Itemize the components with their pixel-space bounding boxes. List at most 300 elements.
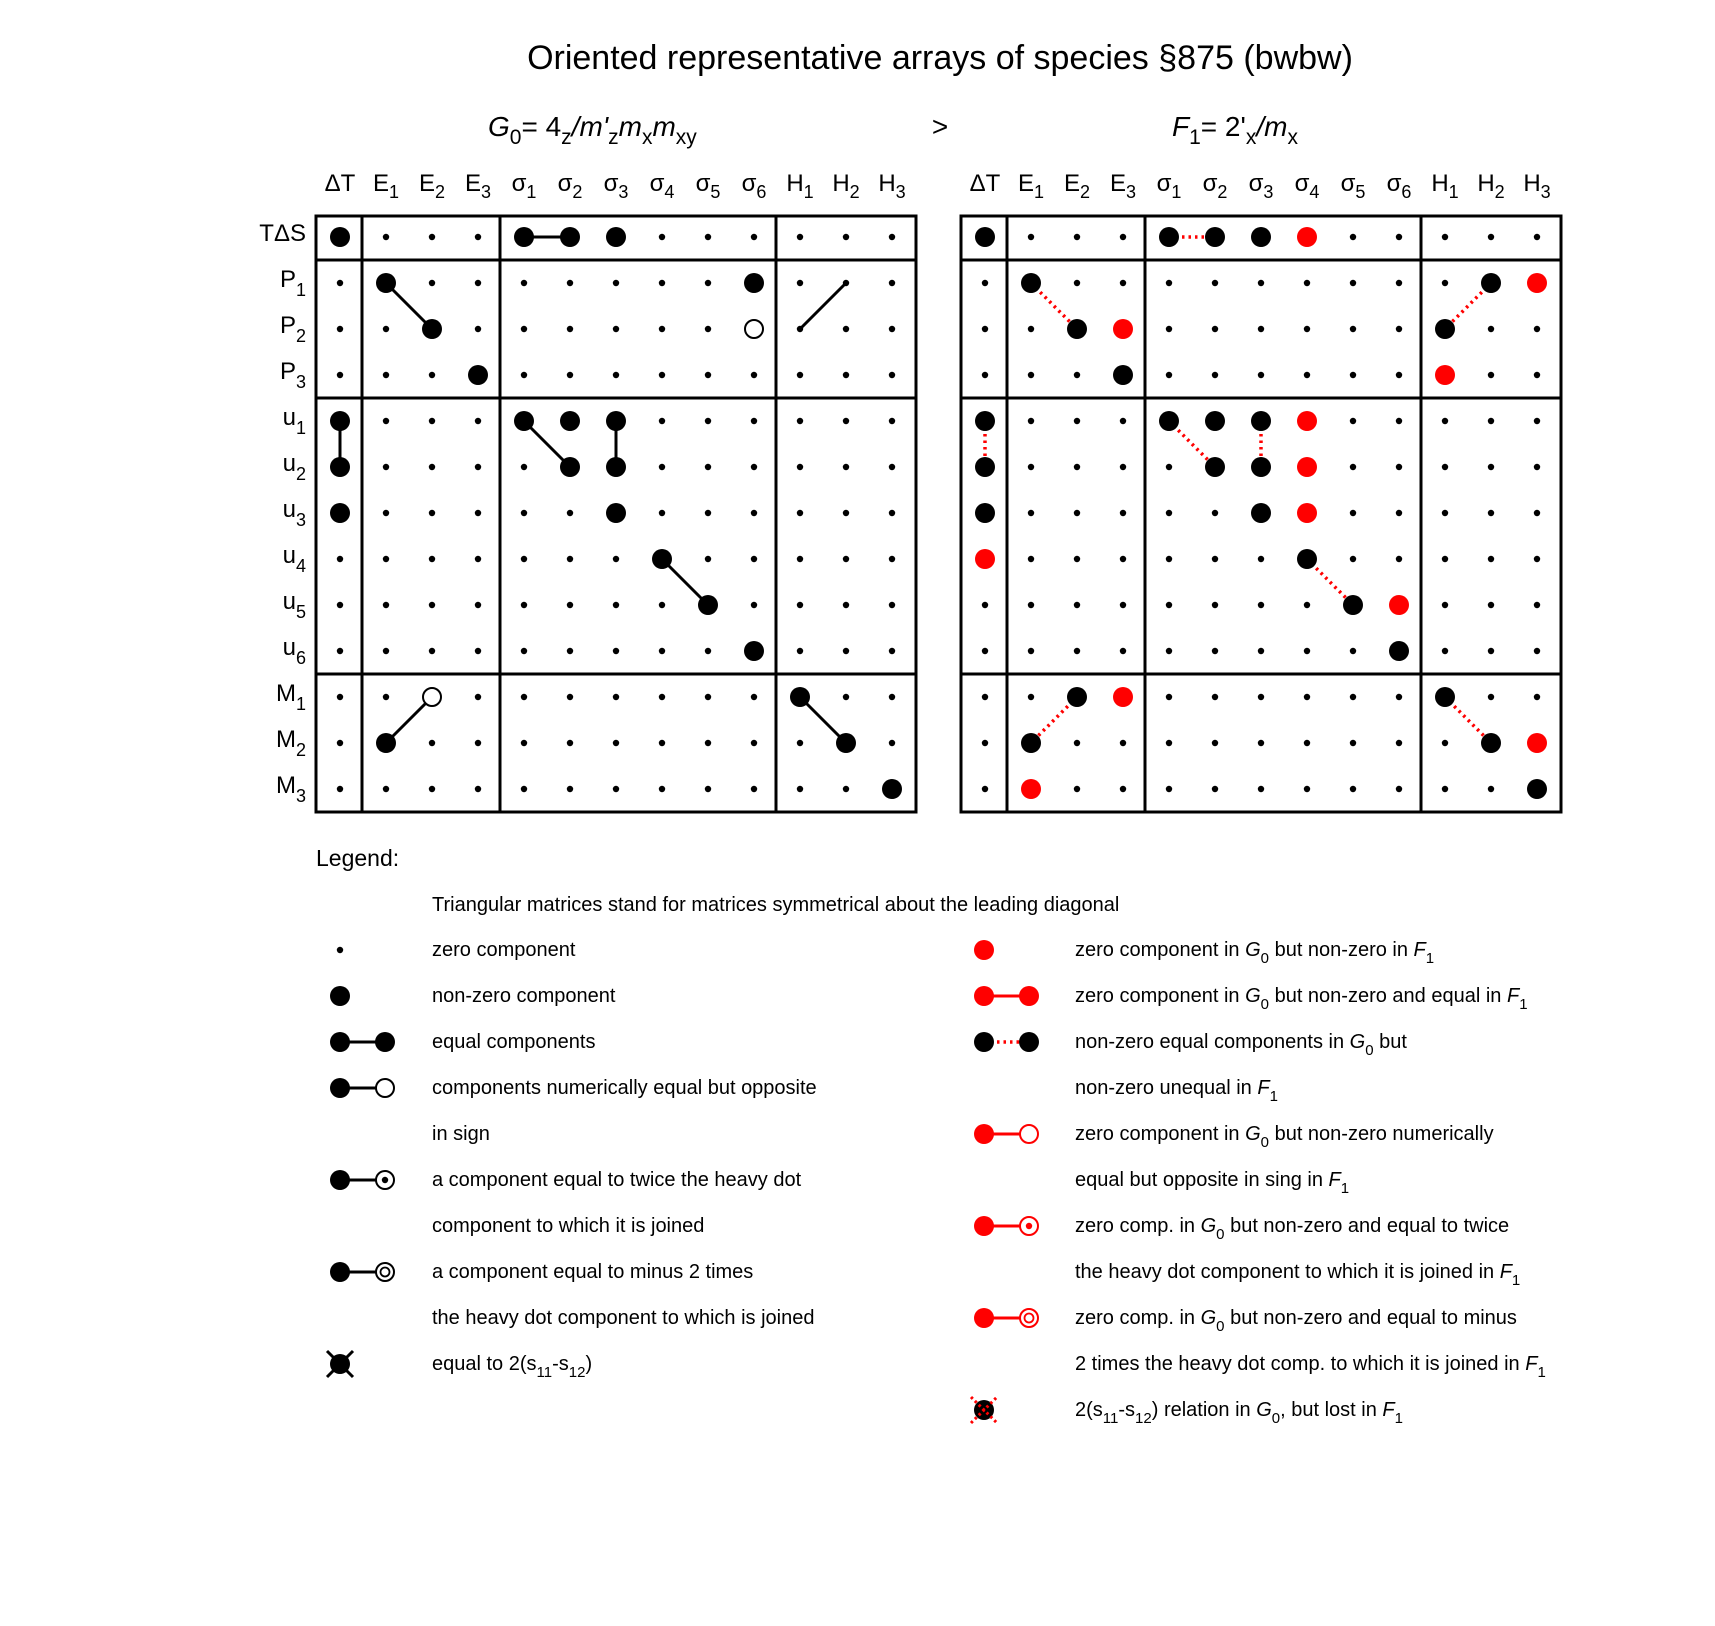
nonzero-component — [1481, 733, 1501, 753]
zero-component — [705, 648, 711, 654]
new-nonzero-component — [1297, 227, 1317, 247]
zero-component — [889, 372, 895, 378]
column-header: σ3 — [1248, 170, 1274, 202]
link-minus-two-icon — [330, 1262, 394, 1282]
opposite-sign-component — [745, 320, 763, 338]
new-nonzero-component — [1527, 273, 1547, 293]
zero-component — [843, 280, 849, 286]
zero-component — [659, 372, 665, 378]
zero-component — [521, 556, 527, 562]
legend-text: equal to 2(s11-s12) — [432, 1353, 593, 1381]
nonzero-component — [975, 411, 995, 431]
zero-component — [659, 740, 665, 746]
zero-component — [613, 372, 619, 378]
zero-component — [843, 326, 849, 332]
zero-component — [751, 602, 757, 608]
zero-component — [1120, 234, 1126, 240]
zero-component — [475, 556, 481, 562]
nonzero-component — [468, 365, 488, 385]
zero-component — [659, 694, 665, 700]
zero-component — [475, 786, 481, 792]
zero-component — [1534, 694, 1540, 700]
nonzero-component — [606, 503, 626, 523]
column-header: E1 — [372, 170, 400, 202]
nonzero-component — [1205, 411, 1225, 431]
nonzero-component — [1389, 641, 1409, 661]
zero-component — [1120, 464, 1126, 470]
nonzero-component — [1527, 779, 1547, 799]
zero-component — [1534, 464, 1540, 470]
nonzero-component — [606, 227, 626, 247]
nonzero-component — [330, 503, 350, 523]
nonzero-component — [1251, 503, 1271, 523]
zero-component — [1534, 510, 1540, 516]
zero-component — [705, 510, 711, 516]
zero-component — [613, 694, 619, 700]
nonzero-component — [1481, 273, 1501, 293]
nonzero-component — [882, 779, 902, 799]
zero-component — [751, 556, 757, 562]
zero-component — [705, 786, 711, 792]
zero-component — [751, 464, 757, 470]
zero-component — [1350, 280, 1356, 286]
zero-component — [475, 740, 481, 746]
zero-component — [843, 602, 849, 608]
zero-component — [1074, 464, 1080, 470]
zero-component — [889, 464, 895, 470]
nonzero-component — [1205, 457, 1225, 477]
nonzero-component — [1343, 595, 1363, 615]
zero-component — [1028, 648, 1034, 654]
zero-component — [1534, 648, 1540, 654]
zero-component — [1350, 740, 1356, 746]
zero-component — [1442, 556, 1448, 562]
zero-component — [1166, 786, 1172, 792]
column-header: H3 — [878, 170, 906, 202]
legend-text: equal but opposite in sing in F1 — [1075, 1169, 1350, 1197]
zero-component — [521, 326, 527, 332]
legend-text: a component equal to twice the heavy dot — [432, 1169, 802, 1191]
nonzero-component — [606, 411, 626, 431]
row-header: u2 — [282, 450, 306, 484]
nonzero-component — [698, 595, 718, 615]
zero-component — [567, 510, 573, 516]
zero-component — [1488, 372, 1494, 378]
nonzero-component — [1251, 411, 1271, 431]
zero-component — [1166, 326, 1172, 332]
zero-component — [337, 280, 343, 286]
zero-component — [1212, 556, 1218, 562]
nonzero-component — [514, 227, 534, 247]
zero-component — [751, 740, 757, 746]
zero-component — [337, 786, 343, 792]
comparator-symbol: > — [931, 111, 949, 142]
zero-component — [337, 326, 343, 332]
zero-component — [1028, 602, 1034, 608]
zero-component — [1304, 786, 1310, 792]
zero-component — [982, 280, 988, 286]
zero-component — [337, 372, 343, 378]
zero-component — [337, 556, 343, 562]
zero-component — [1396, 786, 1402, 792]
zero-component — [843, 786, 849, 792]
nonzero-component — [422, 319, 442, 339]
zero-component — [705, 326, 711, 332]
red-link-twice-icon — [974, 1216, 1038, 1236]
zero-component — [797, 326, 803, 332]
red-link-opposite-icon — [974, 1124, 1038, 1144]
zero-component — [982, 372, 988, 378]
zero-component — [1396, 280, 1402, 286]
nonzero-component — [560, 227, 580, 247]
zero-component — [521, 694, 527, 700]
zero-component — [705, 740, 711, 746]
zero-component — [843, 372, 849, 378]
red-link-minus-two-icon — [974, 1308, 1038, 1328]
zero-component — [1212, 602, 1218, 608]
row-header: M3 — [275, 772, 306, 806]
nonzero-component — [376, 733, 396, 753]
row-header: u5 — [282, 588, 306, 622]
zero-component — [475, 602, 481, 608]
legend-text: 2(s11-s12) relation in G0, but lost in F1 — [1075, 1399, 1403, 1427]
zero-component — [1258, 556, 1264, 562]
new-nonzero-component — [1435, 365, 1455, 385]
zero-component — [521, 740, 527, 746]
zero-component — [1534, 556, 1540, 562]
column-header: σ5 — [695, 170, 721, 202]
row-header: u3 — [282, 496, 306, 530]
zero-component — [1350, 694, 1356, 700]
zero-component — [1166, 510, 1172, 516]
column-header: H1 — [1431, 170, 1459, 202]
zero-component — [383, 694, 389, 700]
nonzero-component — [790, 687, 810, 707]
zero-component — [1304, 372, 1310, 378]
zero-component — [1442, 280, 1448, 286]
zero-component — [1488, 464, 1494, 470]
zero-component — [1258, 648, 1264, 654]
zero-component — [1350, 234, 1356, 240]
zero-component — [337, 740, 343, 746]
zero-component — [843, 510, 849, 516]
nonzero-component — [744, 641, 764, 661]
zero-component — [797, 648, 803, 654]
zero-component — [751, 510, 757, 516]
zero-component — [475, 694, 481, 700]
zero-component — [1442, 418, 1448, 424]
zero-component — [521, 786, 527, 792]
zero-component — [383, 556, 389, 562]
legend-text: 2 times the heavy dot comp. to which it is joined in F1 — [1075, 1353, 1546, 1381]
zero-component — [383, 648, 389, 654]
zero-component — [1442, 786, 1448, 792]
zero-component — [1074, 786, 1080, 792]
zero-component — [705, 556, 711, 562]
zero-component — [1396, 372, 1402, 378]
zero-component — [1442, 510, 1448, 516]
zero-component — [1028, 418, 1034, 424]
zero-component — [521, 464, 527, 470]
zero-component — [1212, 372, 1218, 378]
zero-component — [383, 464, 389, 470]
column-header: ΔT — [969, 170, 1001, 197]
row-header: P1 — [279, 266, 306, 300]
nonzero-component — [1021, 273, 1041, 293]
new-nonzero-component — [1297, 503, 1317, 523]
new-nonzero-component — [1021, 779, 1041, 799]
zero-component — [659, 786, 665, 792]
zero-component — [521, 372, 527, 378]
zero-component — [1120, 602, 1126, 608]
column-header: H2 — [832, 170, 860, 202]
left-group-formula: G0= 4z/m'zmxmxy — [488, 111, 697, 149]
nonzero-component — [330, 411, 350, 431]
zero-component — [567, 648, 573, 654]
zero-component — [567, 372, 573, 378]
zero-component — [889, 602, 895, 608]
zero-component — [889, 648, 895, 654]
diagram-title: Oriented representative arrays of species §875 (bwbw) — [527, 39, 1353, 77]
zero-component — [521, 510, 527, 516]
zero-component — [1396, 464, 1402, 470]
zero-component — [1488, 418, 1494, 424]
column-header: H2 — [1477, 170, 1505, 202]
zero-component — [337, 648, 343, 654]
zero-component — [1166, 602, 1172, 608]
zero-component — [613, 602, 619, 608]
zero-component — [1488, 786, 1494, 792]
zero-component — [1534, 418, 1540, 424]
zero-component — [613, 786, 619, 792]
zero-component — [1258, 786, 1264, 792]
zero-component — [705, 694, 711, 700]
zero-component — [1396, 556, 1402, 562]
nonzero-component — [1113, 365, 1133, 385]
zero-component — [1396, 326, 1402, 332]
nonzero-component — [1067, 319, 1087, 339]
zero-component — [1074, 280, 1080, 286]
legend-left-column — [327, 939, 817, 1381]
zero-component — [1488, 648, 1494, 654]
red-link-equal-icon — [974, 986, 1039, 1006]
zero-component — [1258, 740, 1264, 746]
zero-component — [429, 510, 435, 516]
zero-component — [1166, 648, 1172, 654]
zero-component — [475, 648, 481, 654]
zero-component — [1534, 602, 1540, 608]
nonzero-component — [376, 273, 396, 293]
nonzero-component — [514, 411, 534, 431]
zero-component — [982, 648, 988, 654]
zero-component — [429, 464, 435, 470]
zero-component — [1212, 648, 1218, 654]
zero-component — [1442, 648, 1448, 654]
legend-text: zero component in G0 but non-zero and equal in F1 — [1075, 985, 1528, 1013]
zero-component — [1442, 602, 1448, 608]
legend-text: a component equal to minus 2 times — [432, 1261, 754, 1283]
zero-component — [1304, 648, 1310, 654]
zero-component — [475, 280, 481, 286]
zero-component — [1212, 694, 1218, 700]
zero-component — [1442, 740, 1448, 746]
legend-text: the heavy dot component to which is joined — [432, 1307, 815, 1329]
column-header: H3 — [1523, 170, 1551, 202]
new-nonzero-component — [1297, 457, 1317, 477]
zero-component — [1304, 740, 1310, 746]
nonzero-component — [1159, 411, 1179, 431]
zero-component — [751, 234, 757, 240]
zero-component — [613, 740, 619, 746]
zero-component — [521, 602, 527, 608]
zero-component — [797, 740, 803, 746]
zero-component — [889, 280, 895, 286]
legend-note: Triangular matrices stand for matrices symmetrical about the leading diagonal — [432, 894, 1120, 916]
zero-component — [1350, 556, 1356, 562]
zero-component — [797, 786, 803, 792]
zero-component — [1396, 234, 1402, 240]
zero-component — [1166, 280, 1172, 286]
zero-component — [613, 326, 619, 332]
zero-component — [797, 280, 803, 286]
zero-component — [1396, 694, 1402, 700]
column-header: E2 — [1063, 170, 1091, 202]
zero-component — [751, 418, 757, 424]
zero-component — [843, 418, 849, 424]
zero-component — [429, 740, 435, 746]
column-header: σ5 — [1340, 170, 1366, 202]
zero-component — [889, 510, 895, 516]
zero-component — [1074, 418, 1080, 424]
zero-component — [429, 372, 435, 378]
legend-text: the heavy dot component to which it is joined in F1 — [1075, 1261, 1521, 1289]
zero-component — [659, 602, 665, 608]
zero-component — [1074, 602, 1080, 608]
zero-component — [1350, 510, 1356, 516]
zero-component — [1028, 234, 1034, 240]
zero-component — [1488, 694, 1494, 700]
column-header: ΔT — [324, 170, 356, 197]
zero-component — [1212, 786, 1218, 792]
zero-component — [797, 372, 803, 378]
nonzero-component — [1067, 687, 1087, 707]
zero-component — [1212, 740, 1218, 746]
nonzero-component — [1021, 733, 1041, 753]
legend-text: non-zero unequal in F1 — [1075, 1077, 1278, 1105]
right-array-f1 — [961, 170, 1561, 812]
zero-component — [429, 556, 435, 562]
nonzero-component — [330, 227, 350, 247]
zero-component — [1258, 372, 1264, 378]
nonzero-component — [975, 457, 995, 477]
zero-component — [383, 510, 389, 516]
zero-component — [797, 234, 803, 240]
nonzero-component — [560, 411, 580, 431]
zero-component — [1258, 280, 1264, 286]
zero-component — [1350, 372, 1356, 378]
row-header: P3 — [279, 358, 306, 392]
legend-text: zero component in G0 but non-zero numerically — [1075, 1123, 1494, 1151]
zero-component — [982, 602, 988, 608]
zero-component — [1396, 418, 1402, 424]
zero-component — [982, 694, 988, 700]
nonzero-component — [1205, 227, 1225, 247]
zero-component — [429, 786, 435, 792]
zero-component — [843, 464, 849, 470]
zero-component — [889, 556, 895, 562]
zero-component — [383, 602, 389, 608]
zero-component — [1488, 602, 1494, 608]
zero-component — [1120, 280, 1126, 286]
zero-component — [705, 280, 711, 286]
legend-text: in sign — [432, 1123, 490, 1145]
zero-component — [567, 556, 573, 562]
legend-text: zero component in G0 but non-zero in F1 — [1075, 939, 1435, 967]
zero-component — [659, 648, 665, 654]
zero-component — [659, 510, 665, 516]
zero-component — [705, 372, 711, 378]
zero-component — [1074, 234, 1080, 240]
row-header: u6 — [282, 634, 306, 668]
zero-component — [1074, 648, 1080, 654]
zero-component — [659, 326, 665, 332]
nonzero-component — [975, 503, 995, 523]
zero-component — [797, 510, 803, 516]
zero-component — [1304, 280, 1310, 286]
zero-component — [1534, 234, 1540, 240]
row-header: M1 — [275, 680, 306, 714]
column-header: σ2 — [1202, 170, 1228, 202]
zero-component — [1258, 326, 1264, 332]
zero-component — [1120, 418, 1126, 424]
zero-component — [843, 694, 849, 700]
zero-component — [659, 464, 665, 470]
zero-component — [1534, 326, 1540, 332]
legend-text: non-zero equal components in G0 but — [1075, 1031, 1407, 1059]
zero-component — [521, 648, 527, 654]
zero-component — [1166, 740, 1172, 746]
column-header: H1 — [786, 170, 814, 202]
zero-component — [475, 418, 481, 424]
zero-component — [889, 418, 895, 424]
legend-text: components numerically equal but opposite — [432, 1077, 817, 1099]
column-header: E2 — [418, 170, 446, 202]
zero-component — [705, 418, 711, 424]
zero-component — [1120, 510, 1126, 516]
zero-component — [1350, 648, 1356, 654]
nonzero-component — [1251, 457, 1271, 477]
zero-component — [1534, 372, 1540, 378]
legend-text: zero component — [432, 939, 576, 961]
zero-component — [889, 234, 895, 240]
big-dot-icon — [330, 986, 350, 1006]
zero-component — [1120, 648, 1126, 654]
legend-text: non-zero component — [432, 985, 616, 1007]
zero-component — [567, 326, 573, 332]
zero-component — [982, 786, 988, 792]
legend-text: zero comp. in G0 but non-zero and equal to twice — [1075, 1215, 1510, 1243]
row-header: TΔS — [259, 220, 306, 247]
zero-component — [1304, 694, 1310, 700]
zero-component — [1350, 326, 1356, 332]
lost-cross-icon — [971, 1397, 997, 1423]
zero-component — [797, 464, 803, 470]
zero-component — [1396, 510, 1402, 516]
nonzero-component — [560, 457, 580, 477]
dotted-link-icon — [974, 1032, 1039, 1052]
zero-component — [475, 234, 481, 240]
zero-component — [889, 740, 895, 746]
